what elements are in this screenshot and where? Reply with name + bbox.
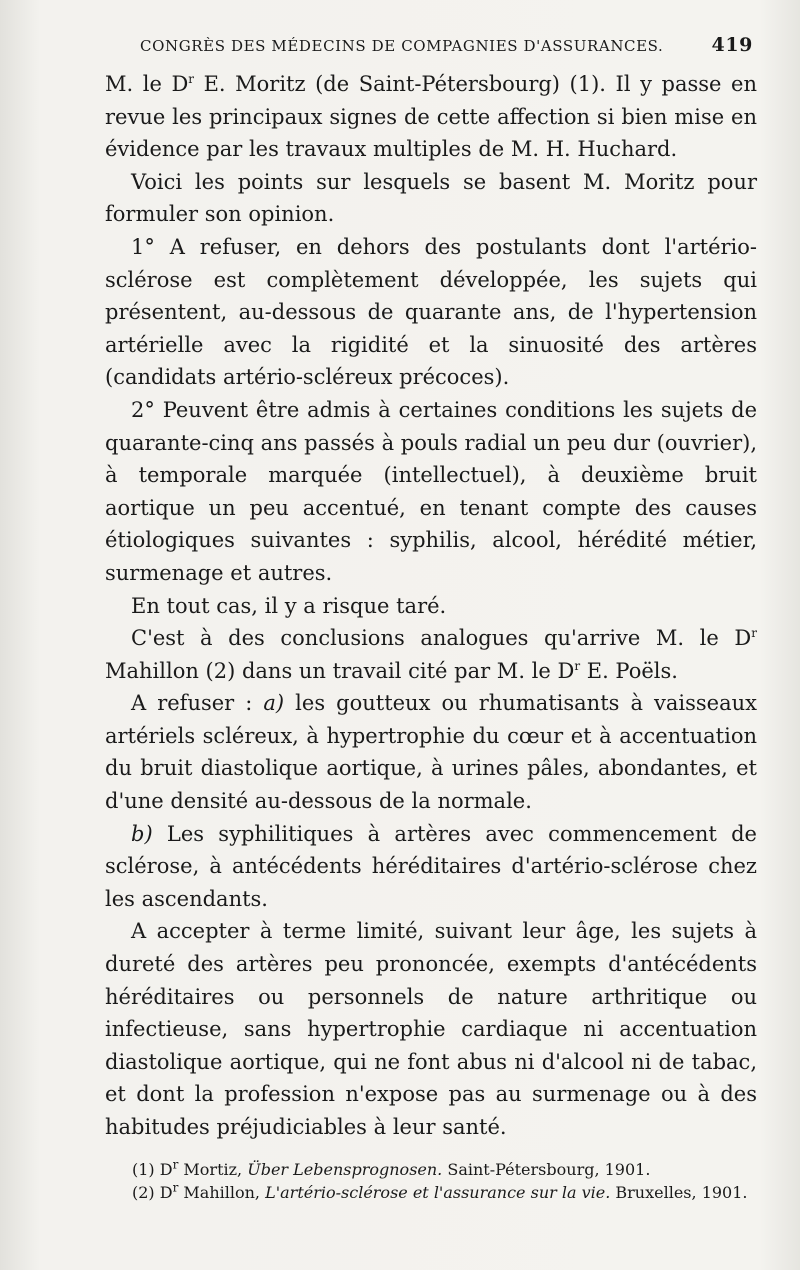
- footnote-1: (1) $D^r$ Mortiz, Über Lebensprognosen. Saint-Pétersbourg, 1901.: [132, 1157, 651, 1179]
- footnotes: [112, 1158, 762, 1204]
- paragraph-4: 2° Peuvent être admis à certaines conditions les sujets de quarante-cinq ans passés à pouls radial un peu dur (ouvrier), à temporale marquée (intellectuel), à deuxième bruit aortique un peu accentué, en tenant compte des causes étiologiques suivantes : syphilis, alcool, hérédité métier, surmenage et autres.: [105, 397, 757, 585]
- main-text: [105, 68, 757, 1144]
- paragraph-1: M. le $D^r$ E. Moritz (de Saint-Pétersbourg) (1). Il y passe en revue les principaux signes de cette affection si bien mise en évidence par les travaux multiples de M. H. Huchard.: [105, 72, 757, 162]
- running-header: [140, 34, 755, 60]
- paragraph-3: 1° A refuser, en dehors des postulants dont l'artério-sclérose est complètement développée, les sujets qui présentent, au-dessous de quarante ans, de l'hypertension artérielle avec la rigidité et la sinuosité des artères (candidats artério-scléreux précoces).: [105, 234, 757, 390]
- paragraph-9: A accepter à terme limité, suivant leur âge, les sujets à dureté des artères peu prononcée, exempts d'antécédents héréditaires ou personnels de nature arthritique ou infectieuse, sans hypertrophie cardiaque ni accentuation diastolique aortique, qui ne font abus ni d'alcool ni de tabac, et dont la profession n'expose pas au surmenage ou à des habitudes préjudiciables à leur santé.: [105, 919, 757, 1139]
- page-number: 419: [711, 34, 753, 56]
- paragraph-2: Voici les points sur lesquels se basent M. Moritz pour formuler son opinion.: [105, 169, 757, 227]
- paragraph-8: b) Les syphilitiques à artères avec commencement de sclérose, à antécédents héréditaires d'artério-sclérose chez les ascendants.: [105, 821, 757, 911]
- footnote-2: (2) $D^r$ Mahillon, L'artério-sclérose et l'assurance sur la vie. Bruxelles, 1901.: [132, 1180, 748, 1202]
- paragraph-6: C'est à des conclusions analogues qu'arrive M. le $D^r$ Mahillon (2) dans un travail cité par M. le $D^r$ E. Poëls.: [105, 626, 757, 683]
- paragraph-7: A refuser : a) les goutteux ou rhumatisants à vaisseaux artériels scléreux, à hypertrophie du cœur et à accentuation du bruit diastolique aortique, à urines pâles, abondantes, et d'une densité au-dessous de la normale.: [105, 691, 757, 814]
- running-title: CONGRÈS DES MÉDECINS DE COMPAGNIES D'ASSURANCES.: [140, 37, 664, 55]
- paragraph-5: En tout cas, il y a risque taré.: [131, 593, 447, 618]
